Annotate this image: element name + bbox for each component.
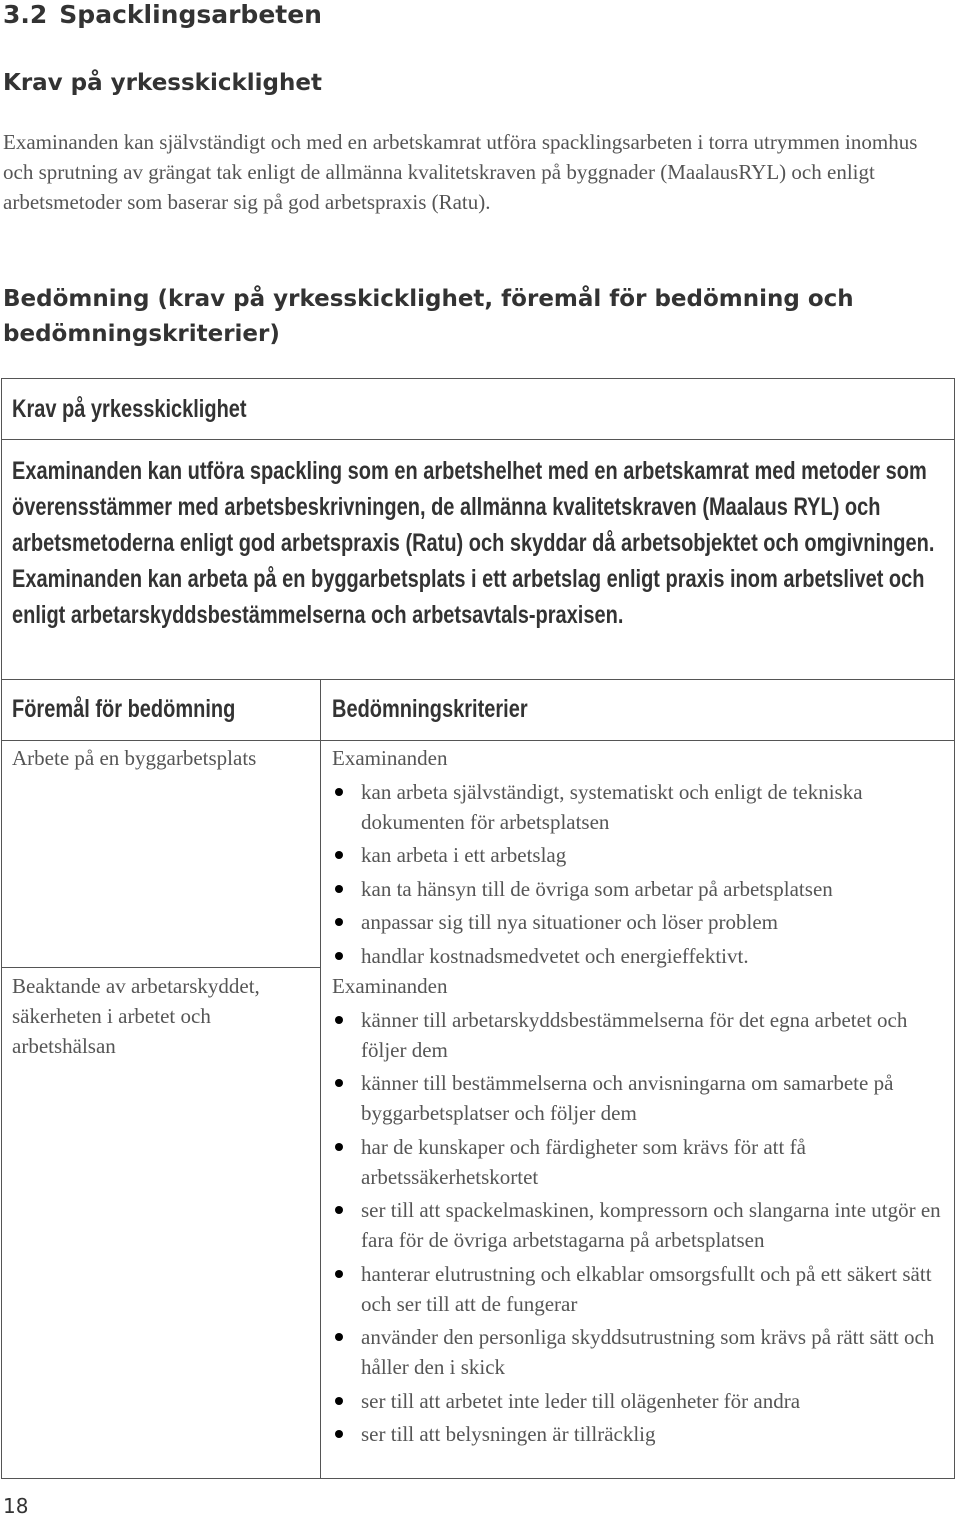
section-title: Spacklingsarbeten bbox=[59, 0, 322, 29]
assessment-object-1: Arbete på en byggarbetsplats bbox=[12, 746, 257, 770]
column-divider bbox=[320, 679, 321, 1478]
column-header-criteria: Bedömningskriterier bbox=[332, 695, 528, 723]
requirements-subheading: Krav på yrkesskicklighet bbox=[3, 70, 322, 96]
assessment-heading: Bedömning (krav på yrkesskicklighet, föremål för bedömning och bedömningskriterier) bbox=[3, 286, 854, 347]
criteria-item: ser till att belysningen är tillräcklig bbox=[332, 1419, 947, 1449]
requirements-box-divider bbox=[2, 439, 954, 440]
criteria-item: handlar kostnadsmedvetet och energieffektivt. bbox=[332, 941, 947, 971]
page-number: 18 bbox=[3, 1494, 29, 1518]
criteria-item: kan arbeta självständigt, systematiskt och enligt de tekniska dokumenten för arbetsplatsen bbox=[332, 777, 947, 837]
row-divider bbox=[2, 967, 320, 968]
criteria-list bbox=[332, 777, 947, 971]
header-divider bbox=[2, 740, 954, 741]
criteria-item: kan ta hänsyn till de övriga som arbetar på arbetsplatsen bbox=[332, 874, 947, 904]
criteria-item: hanterar elutrustning och elkablar omsorgsfullt och på ett säkert sätt och ser till att de fungerar bbox=[332, 1259, 947, 1319]
criteria-list bbox=[332, 1005, 947, 1450]
section-number: 3.2 bbox=[3, 0, 48, 29]
intro-paragraph: Examinanden kan självständigt och med en arbetskamrat utföra spacklingsarbeten i torra utrymmen inomhus och sprutning av grängat tak enligt de allmänna kvalitetskraven på byggnader (MaalausRYL) och enligt arbetsmetoder som baserar sig på god arbetspraxis (Ratu). bbox=[3, 130, 918, 214]
criteria-lead: Examinanden bbox=[332, 974, 448, 998]
criteria-item: känner till bestämmelserna och anvisningarna om samarbete på byggarbetsplatser och följer dem bbox=[332, 1068, 947, 1128]
requirements-box-body: Examinanden kan utföra spackling som en arbetshelhet med en arbetskamrat med metoder som överensstämmer med arbetsbeskrivningen, de allmänna kvalitetskraven (Maalaus RYL) och arbetsmetoderna enligt god arbetspraxis (Ratu) och skyddar då arbetsobjektet och omgivningen. Examinanden kan arbeta på en byggarbetsplats i ett arbetslag enligt praxis inom arbetslivet och enligt arbetarskyddsbestämmelserna och arbetsavtals-praxisen. bbox=[12, 457, 935, 629]
criteria-item: kan arbeta i ett arbetslag bbox=[332, 840, 947, 870]
requirements-box bbox=[1, 378, 955, 680]
criteria-lead: Examinanden bbox=[332, 746, 448, 770]
assessment-object-2: Beaktande av arbetarskyddet, säkerheten i arbetet och arbetshälsan bbox=[12, 974, 260, 1058]
criteria-group-2 bbox=[332, 971, 947, 1449]
criteria-item: ser till att arbetet inte leder till olägenheter för andra bbox=[332, 1386, 947, 1416]
criteria-item: anpassar sig till nya situationer och löser problem bbox=[332, 907, 947, 937]
requirements-box-title: Krav på yrkesskicklighet bbox=[12, 395, 247, 423]
column-header-object: Föremål för bedömning bbox=[12, 695, 236, 723]
criteria-item: ser till att spackelmaskinen, kompressorn och slangarna inte utgör en fara för de övriga arbetstagarna på arbetsplatsen bbox=[332, 1195, 947, 1255]
criteria-item: känner till arbetarskyddsbestämmelserna för det egna arbetet och följer dem bbox=[332, 1005, 947, 1065]
criteria-item: har de kunskaper och färdigheter som krävs för att få arbetssäkerhetskortet bbox=[332, 1132, 947, 1192]
criteria-item: använder den personliga skyddsutrustning som krävs på rätt sätt och håller den i skick bbox=[332, 1322, 947, 1382]
section-heading bbox=[3, 0, 322, 30]
criteria-group-1 bbox=[332, 743, 947, 971]
assessment-table bbox=[1, 679, 955, 1479]
